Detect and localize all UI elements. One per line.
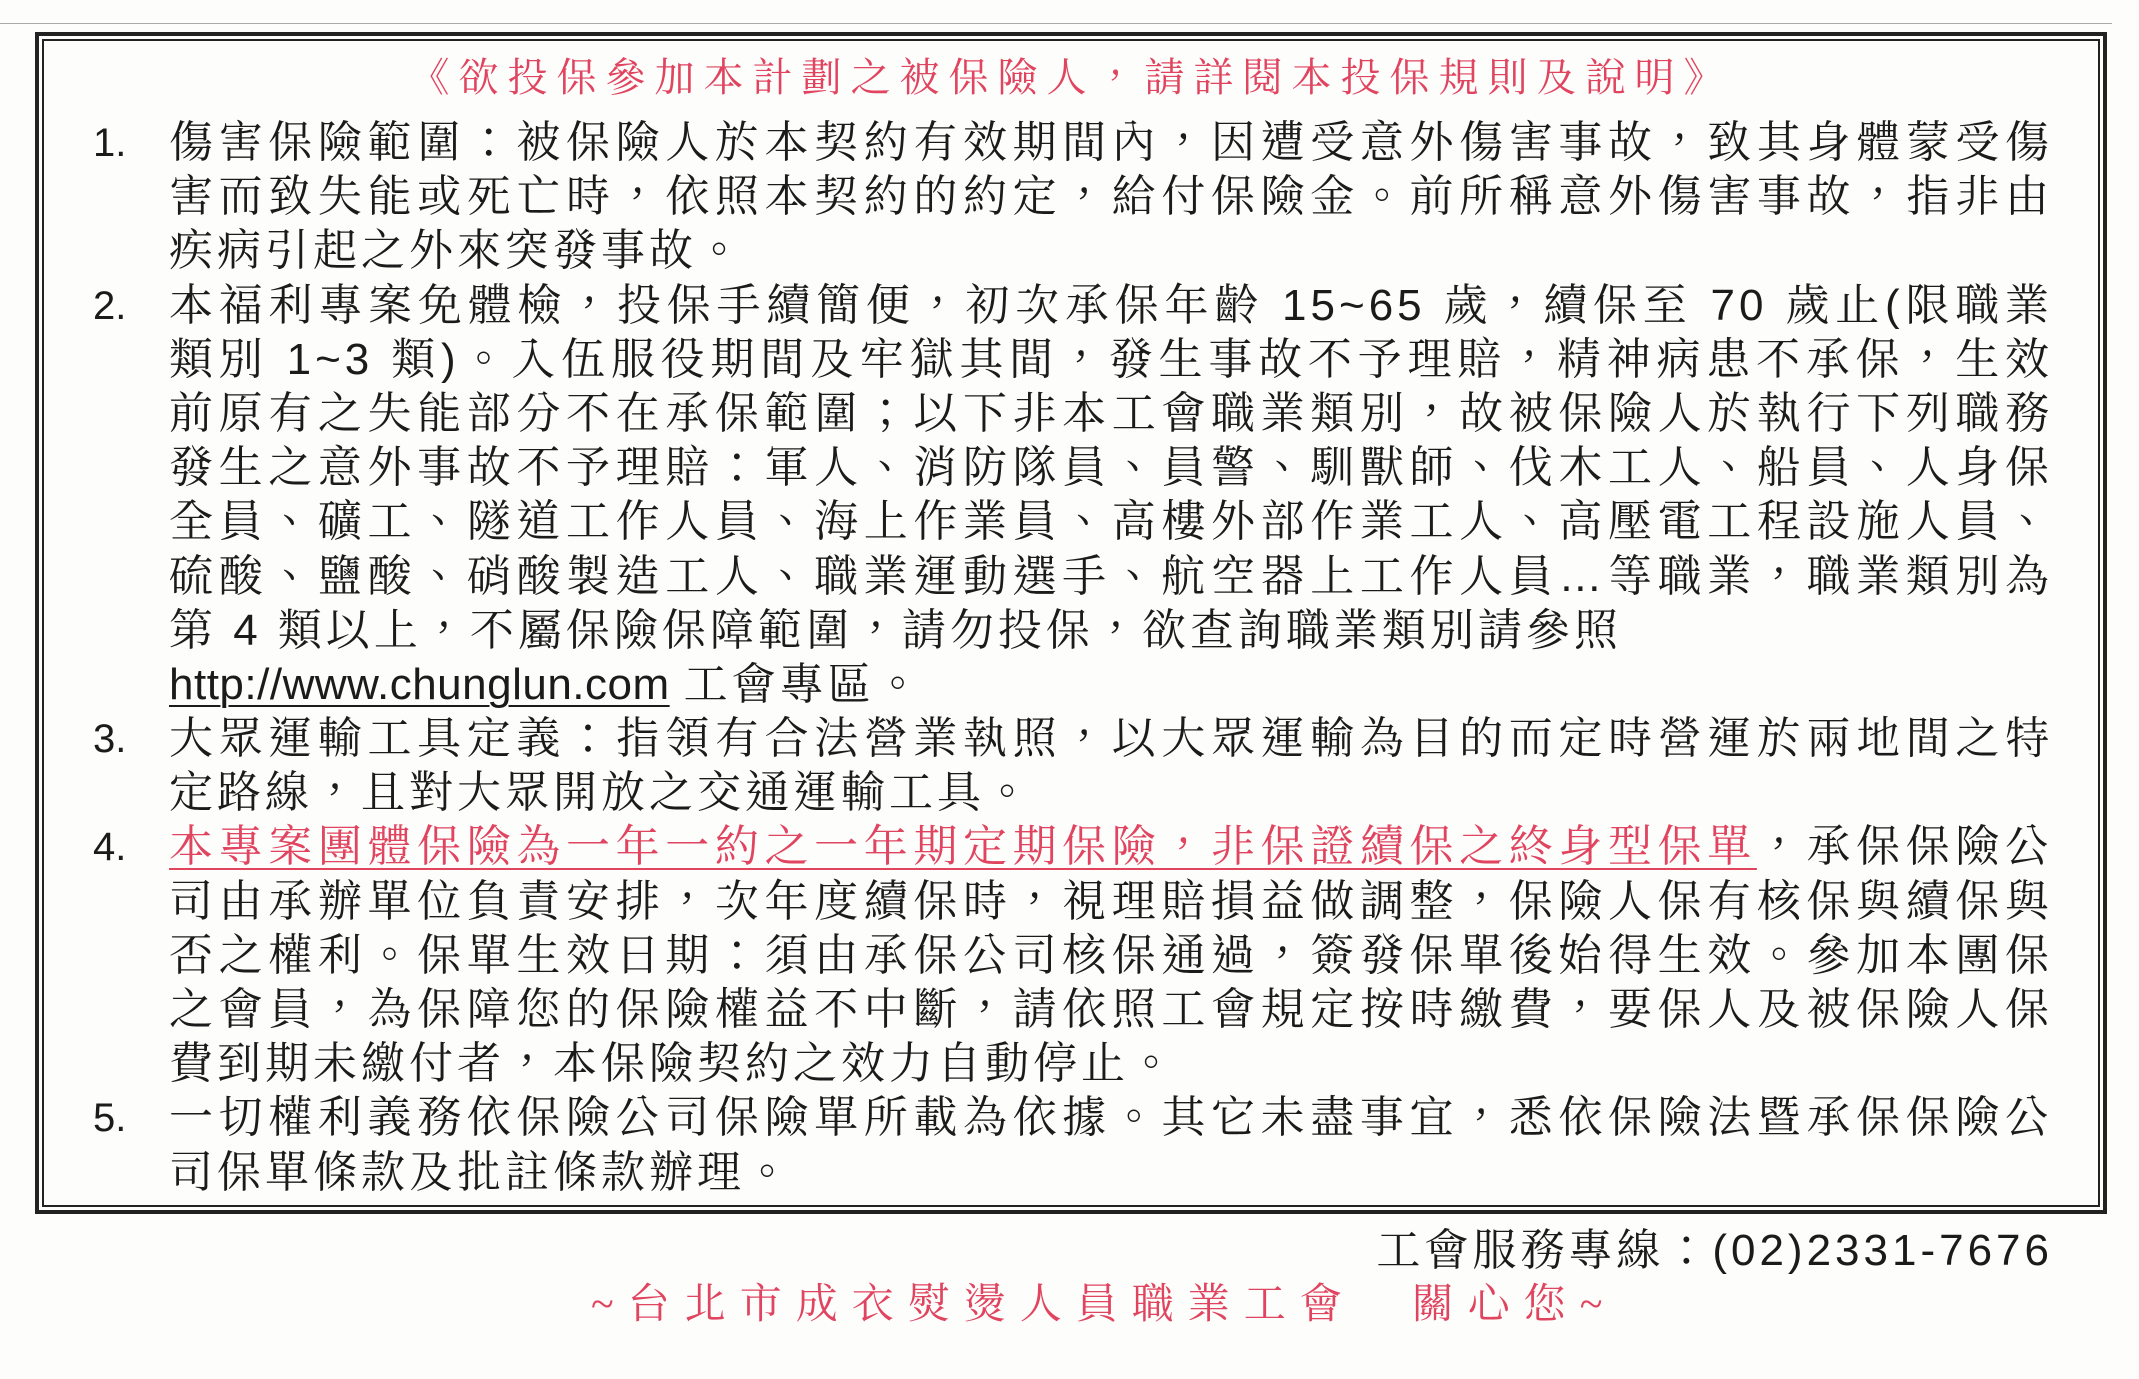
closing-greeting: ~台北市成衣熨燙人員職業工會 關心您~ — [591, 1282, 1617, 1328]
rule-text — [169, 712, 2053, 820]
union-website-url: http://www.chunglun.com — [169, 659, 670, 709]
service-hotline: 工會服務專線：(02)2331-7676 — [1376, 1226, 2053, 1275]
rule-line: 硫酸、鹽酸、硝酸製造工人、職業運動選手、航空器上工作人員…等職業，職業類別為 — [169, 551, 2053, 601]
rule-line: 定路線，且對大眾開放之交通運輸工具。 — [169, 768, 1033, 818]
rule-line: 全員、礦工、隧道工作人員、海上作業員、高樓外部作業工人、高壓電工程設施人員、 — [169, 497, 2053, 547]
rule-line: 司由承辦單位負責安排，次年度續保時，視理賠損益做調整，保險人保有核保與續保與 — [169, 876, 2053, 926]
rule-number: 1. — [93, 121, 127, 165]
rule-line: 本福利專案免體檢，投保手續簡便，初次承保年齡 15~65 歲，續保至 70 歲止(限職業 — [169, 280, 2053, 330]
rule-text — [169, 279, 2053, 713]
rule-line-with-url — [169, 658, 2053, 712]
lead-rest-text: ，承保保險公 — [1756, 822, 2053, 872]
rule-text — [169, 820, 2053, 1091]
rule-line: 否之權利。保單生效日期：須由承保公司核保通過，簽發保單後始得生效。參加本團保 — [169, 930, 2053, 980]
rule-line-with-emphasis — [169, 820, 2053, 874]
rule-line: 疾病引起之外來突發事故。 — [169, 226, 745, 276]
url-suffix-text: 工會專區。 — [683, 659, 924, 709]
rule-line: 發生之意外事故不予理賠：軍人、消防隊員、員警、馴獸師、伐木工人、船員、人身保 — [169, 443, 2053, 493]
rule-line: 前原有之失能部分不在承保範圍；以下非本工會職業類別，故被保險人於執行下列職務 — [169, 388, 2053, 438]
rule-number: 4. — [93, 825, 127, 870]
rule-line: 司保單條款及批註條款辦理。 — [169, 1147, 793, 1197]
rule-number: 5. — [93, 1096, 127, 1141]
rule-line: 費到期未繳付者，本保險契約之效力自動停止。 — [169, 1039, 1177, 1089]
emphasized-warning: 本專案團體保險為一年一約之一年期定期保險，非保證續保之終身型保單 — [169, 822, 1757, 872]
rule-item-1 — [0, 116, 2139, 279]
rule-line: 傷害保險範圍：被保險人於本契約有效期間內，因遭受意外傷害事故，致其身體蒙受傷 — [169, 118, 2053, 167]
rule-text — [169, 1091, 2053, 1199]
rule-text — [169, 116, 2053, 279]
rule-number: 2. — [93, 283, 127, 328]
rule-line: 害而致失能或死亡時，依照本契約的約定，給付保險金。前所稱意外傷害事故，指非由 — [169, 172, 2053, 222]
rule-line: 大眾運輸工具定義：指領有合法營業執照，以大眾運輸為目的而定時營運於兩地間之特 — [169, 714, 2053, 764]
rule-line: 一切權利義務依保險公司保險單所載為依據。其它未盡事宜，悉依保險法暨承保保險公 — [169, 1093, 2053, 1143]
rule-line: 之會員，為保障您的保險權益不中斷，請依照工會規定按時繳費，要保人及被保險人保 — [169, 985, 2053, 1034]
rule-item-5 — [0, 1091, 2139, 1199]
rule-line: 類別 1~3 類)。入伍服役期間及牢獄其間，發生事故不予理賠，精神病患不承保，生效 — [169, 334, 2053, 384]
scan-edge-line — [0, 23, 2112, 24]
rule-item-4 — [0, 820, 2139, 1091]
rule-item-2 — [0, 279, 2139, 713]
rules-list — [0, 116, 2139, 1200]
rules-title: 《欲投保參加本計劃之被保險人，請詳閱本投保規則及說明》 — [409, 55, 1733, 100]
rule-line: 第 4 類以上，不屬保險保障範圍，請勿投保，欲查詢職業類別請參照 — [169, 605, 1622, 655]
rule-item-3 — [0, 712, 2139, 820]
rule-number: 3. — [93, 717, 127, 762]
